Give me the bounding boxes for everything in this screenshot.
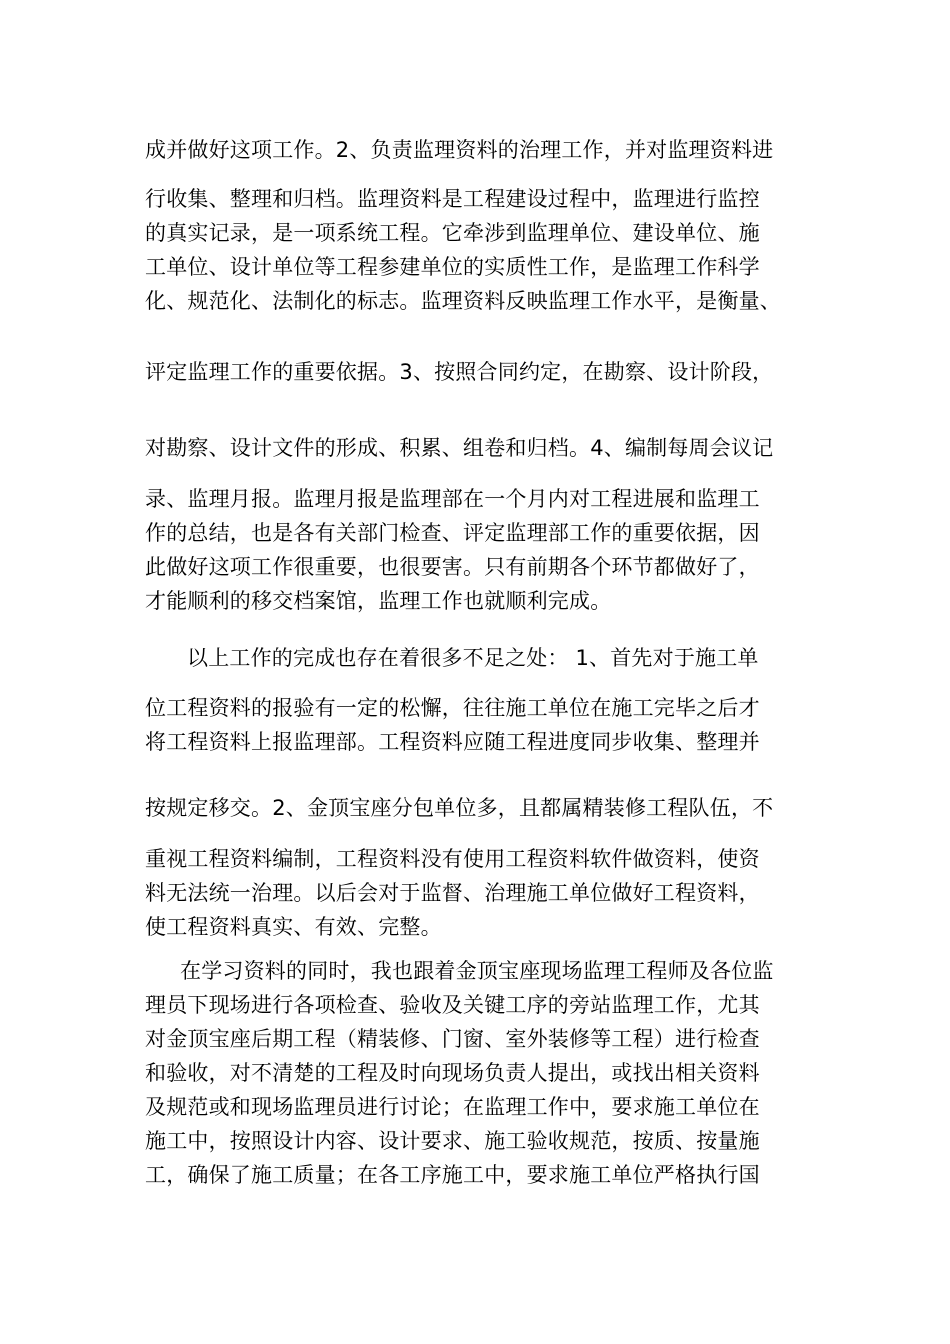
text-line: 录、监理月报。监理月报是监理部在一个月内对工程进展和监理工 [145, 487, 760, 511]
text-line: 按规定移交。2、金顶宝座分包单位多，且都属精装修工程队伍，不 [145, 796, 774, 820]
text-line: 将工程资料上报监理部。工程资料应随工程进度同步收集、整理并 [145, 730, 760, 754]
text-line: 化、规范化、法制化的标志。监理资料反映监理工作水平，是衡量、 [145, 289, 781, 313]
text-line: 和验收，对不清楚的工程及时向现场负责人提出，或找出相关资料 [145, 1061, 760, 1085]
text-line: 对勘察、设计文件的形成、积累、组卷和归档。4、编制每周会议记 [145, 436, 774, 460]
text-line: 使工程资料真实、有效、完整。 [145, 915, 442, 939]
paragraph-first-line: 以上工作的完成也存在着很多不足之处： 1、首先对于施工单 [187, 646, 759, 670]
text-line: 位工程资料的报验有一定的松懈，往往施工单位在施工完毕之后才 [145, 696, 760, 720]
text-line: 的真实记录，是一项系统工程。它牵涉到监理单位、建设单位、施 [145, 221, 760, 245]
text-line: 作的总结，也是各有关部门检查、评定监理部工作的重要依据，因 [145, 521, 760, 545]
text-line: 成并做好这项工作。2、负责监理资料的治理工作，并对监理资料进 [145, 138, 774, 162]
text-line: 工，确保了施工质量；在各工序施工中，要求施工单位严格执行国 [145, 1163, 760, 1187]
text-line: 及规范或和现场监理员进行讨论；在监理工作中，要求施工单位在 [145, 1095, 760, 1119]
text-line: 此做好这项工作很重要，也很要害。只有前期各个环节都做好了， [145, 555, 760, 579]
text-line: 评定监理工作的重要依据。3、按照合同约定，在勘察、设计阶段， [145, 360, 774, 384]
text-line: 理员下现场进行各项检查、验收及关键工序的旁站监理工作，尤其 [145, 993, 760, 1017]
text-line: 重视工程资料编制，工程资料没有使用工程资料软件做资料，使资 [145, 847, 760, 871]
paragraph-first-line: 在学习资料的同时，我也跟着金顶宝座现场监理工程师及各位监 [180, 959, 774, 983]
text-line: 才能顺利的移交档案馆，监理工作也就顺利完成。 [145, 589, 612, 613]
text-line: 行收集、整理和归档。监理资料是工程建设过程中，监理进行监控 [145, 187, 760, 211]
text-line: 料无法统一治理。以后会对于监督、治理施工单位做好工程资料， [145, 881, 760, 905]
text-line: 施工中，按照设计内容、设计要求、施工验收规范，按质、按量施 [145, 1129, 760, 1153]
text-line: 工单位、设计单位等工程参建单位的实质性工作，是监理工作科学 [145, 255, 760, 279]
text-line: 对金顶宝座后期工程（精装修、门窗、室外装修等工程）进行检查 [145, 1027, 760, 1051]
